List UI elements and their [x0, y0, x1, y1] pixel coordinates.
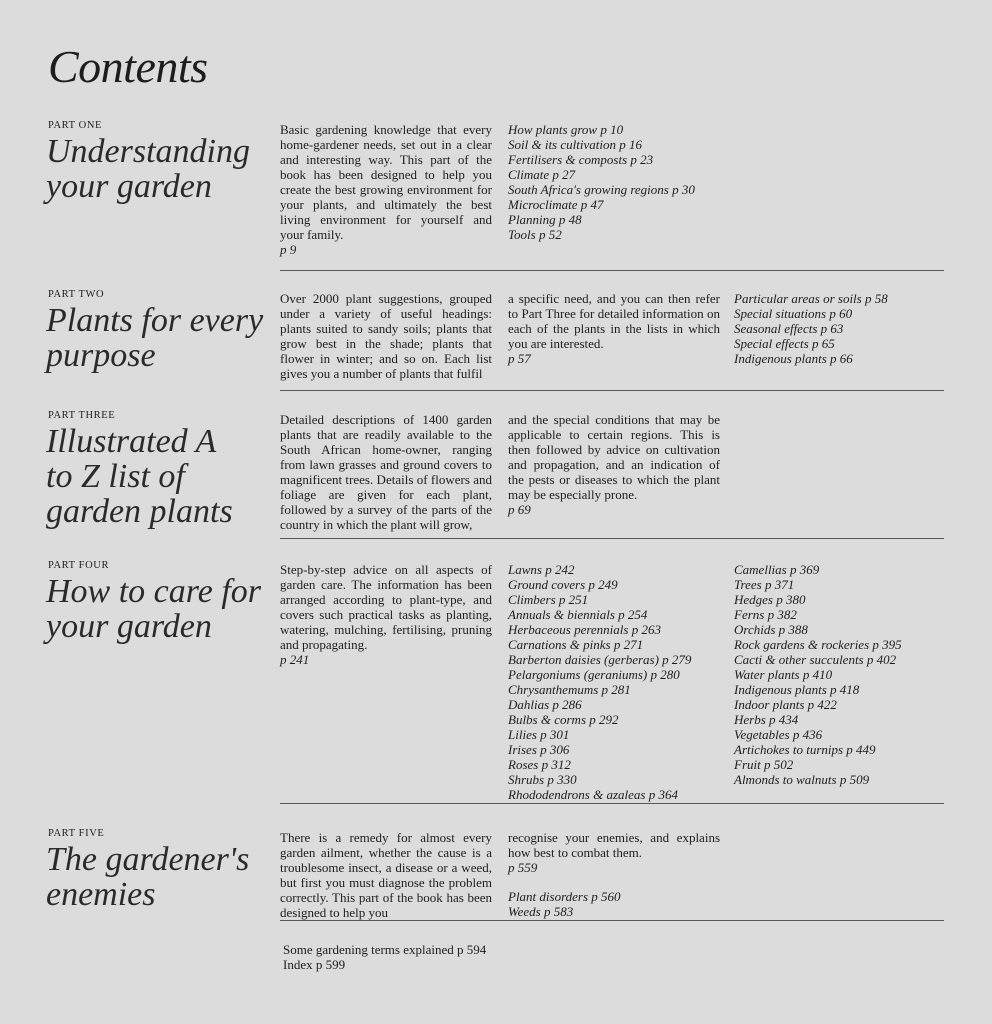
part-description — [280, 562, 492, 667]
chapter-list — [508, 562, 720, 802]
part-title: Illustrated A to Z list of garden plants — [46, 423, 233, 530]
list-item[interactable]: Special effects p 65 — [734, 336, 835, 351]
list-item[interactable]: Chrysanthemums p 281 — [508, 682, 631, 697]
list-item[interactable]: Camellias p 369 — [734, 562, 820, 577]
list-item[interactable]: Fertilisers & composts p 23 — [508, 152, 654, 167]
part-description — [280, 122, 492, 257]
list-item[interactable]: South Africa's growing regions p 30 — [508, 182, 695, 197]
part-title: Plants for every purpose — [46, 302, 264, 374]
description-text: a specific need, and you can then refer to Part Three for detailed information on each of the plants in the lists in which you are interested. — [508, 291, 720, 351]
list-item[interactable]: Rock gardens & rockeries p 395 — [734, 637, 902, 652]
list-item[interactable]: Annuals & biennials p 254 — [508, 607, 648, 622]
list-item[interactable]: Herbs p 434 — [734, 712, 799, 727]
divider — [280, 270, 944, 271]
list-item[interactable]: Herbaceous perennials p 263 — [508, 622, 661, 637]
list-item[interactable]: Cacti & other succulents p 402 — [734, 652, 897, 667]
divider — [280, 803, 944, 804]
list-item[interactable]: Orchids p 388 — [734, 622, 808, 637]
list-item[interactable]: Ground covers p 249 — [508, 577, 618, 592]
chapter-list — [508, 122, 720, 242]
list-item[interactable]: Irises p 306 — [508, 742, 570, 757]
list-item[interactable]: Climbers p 251 — [508, 592, 589, 607]
part-description: Over 2000 plant suggestions, grouped under a variety of useful headings: plants suited to sandy soils; plants that grow best in the shade; plants that flower in winter; and so on. Each list gives you a number of plants that fulfil — [280, 291, 492, 381]
list-item[interactable]: Plant disorders p 560 — [508, 889, 621, 904]
part-title: Understanding your garden — [46, 133, 250, 205]
list-item[interactable]: Microclimate p 47 — [508, 197, 604, 212]
part-description-continued — [508, 830, 720, 919]
part-label: PART THREE — [48, 410, 116, 421]
list-item[interactable]: Particular areas or soils p 58 — [734, 291, 888, 306]
list-item-glossary[interactable]: Some gardening terms explained p 594 — [283, 942, 487, 957]
chapter-list — [734, 562, 964, 787]
list-item-index[interactable]: Index p 599 — [283, 957, 346, 972]
list-item[interactable]: Carnations & pinks p 271 — [508, 637, 644, 652]
list-item[interactable]: Tools p 52 — [508, 227, 562, 242]
part-description-continued — [508, 291, 720, 366]
list-item[interactable]: Planning p 48 — [508, 212, 582, 227]
list-item[interactable]: Soil & its cultivation p 16 — [508, 137, 642, 152]
list-item[interactable]: Bulbs & corms p 292 — [508, 712, 619, 727]
part-title: The gardener's enemies — [46, 841, 250, 913]
list-item[interactable]: Trees p 371 — [734, 577, 795, 592]
page-reference[interactable]: p 241 — [280, 652, 310, 667]
list-item[interactable]: Hedges p 380 — [734, 592, 806, 607]
list-item[interactable]: Climate p 27 — [508, 167, 576, 182]
page-reference[interactable]: p 9 — [280, 242, 297, 257]
list-item[interactable]: Roses p 312 — [508, 757, 571, 772]
footer-list — [283, 942, 583, 972]
list-item[interactable]: How plants grow p 10 — [508, 122, 624, 137]
list-item[interactable]: Weeds p 583 — [508, 904, 574, 919]
page-title: Contents — [48, 41, 208, 92]
list-item[interactable]: Lilies p 301 — [508, 727, 570, 742]
divider — [280, 920, 944, 921]
list-item[interactable]: Fruit p 502 — [734, 757, 794, 772]
list-item[interactable]: Shrubs p 330 — [508, 772, 577, 787]
list-item[interactable]: Lawns p 242 — [508, 562, 575, 577]
list-item[interactable]: Pelargoniums (geraniums) p 280 — [508, 667, 680, 682]
list-item[interactable]: Indoor plants p 422 — [734, 697, 837, 712]
page-reference[interactable]: p 57 — [508, 351, 531, 366]
list-item[interactable]: Artichokes to turnips p 449 — [734, 742, 876, 757]
description-text: Step-by-step advice on all aspects of garden care. The information has been arranged according to plant-type, and covers such practical tasks as planting, watering, mulching, fertilising, pruning and propagating. — [280, 562, 492, 652]
part-title: How to care for your garden — [46, 573, 262, 645]
chapter-list — [734, 291, 964, 366]
list-item[interactable]: Vegetables p 436 — [734, 727, 823, 742]
list-item[interactable]: Indigenous plants p 66 — [734, 351, 853, 366]
list-item[interactable]: Rhododendrons & azaleas p 364 — [508, 787, 678, 802]
part-label: PART FOUR — [48, 560, 110, 571]
divider — [280, 538, 944, 539]
list-item[interactable]: Special situations p 60 — [734, 306, 853, 321]
list-item[interactable]: Dahlias p 286 — [508, 697, 582, 712]
description-text: and the special conditions that may be applicable to certain regions. This is then followed by advice on cultivation and propagation, and an indication of the pests or diseases to which the plant may be especially prone. — [508, 412, 720, 502]
part-label: PART TWO — [48, 289, 105, 300]
part-description-continued — [508, 412, 720, 517]
list-item[interactable]: Seasonal effects p 63 — [734, 321, 844, 336]
part-description: There is a remedy for almost every garden ailment, whether the cause is a troublesome insect, a disease or a weed, but first you must diagnose the problem correctly. This part of the book has been designed to help you — [280, 830, 492, 920]
description-text: Basic gardening knowledge that every home-gardener needs, set out in a clear and interesting way. This part of the book has been designed to help you create the best growing environment for your plants, and ultimately the best living environment for yourself and your family. — [280, 122, 492, 242]
list-item[interactable]: Indigenous plants p 418 — [734, 682, 860, 697]
page-reference[interactable]: p 69 — [508, 502, 531, 517]
divider — [280, 390, 944, 391]
list-item[interactable]: Ferns p 382 — [734, 607, 797, 622]
list-item[interactable]: Water plants p 410 — [734, 667, 833, 682]
part-label: PART ONE — [48, 120, 103, 131]
list-item[interactable]: Almonds to walnuts p 509 — [734, 772, 870, 787]
page-reference[interactable]: p 559 — [508, 860, 538, 875]
description-text: recognise your enemies, and explains how best to combat them. — [508, 830, 720, 860]
part-description: Detailed descriptions of 1400 garden plants that are readily available to the South African home-owner, ranging from lawn grasses and ground covers to magnificent trees. Details of flowers and foliage are given for each plant, followed by a survey of the parts of the country in which the plant will grow, — [280, 412, 492, 532]
part-label: PART FIVE — [48, 828, 105, 839]
list-item[interactable]: Barberton daisies (gerberas) p 279 — [508, 652, 692, 667]
